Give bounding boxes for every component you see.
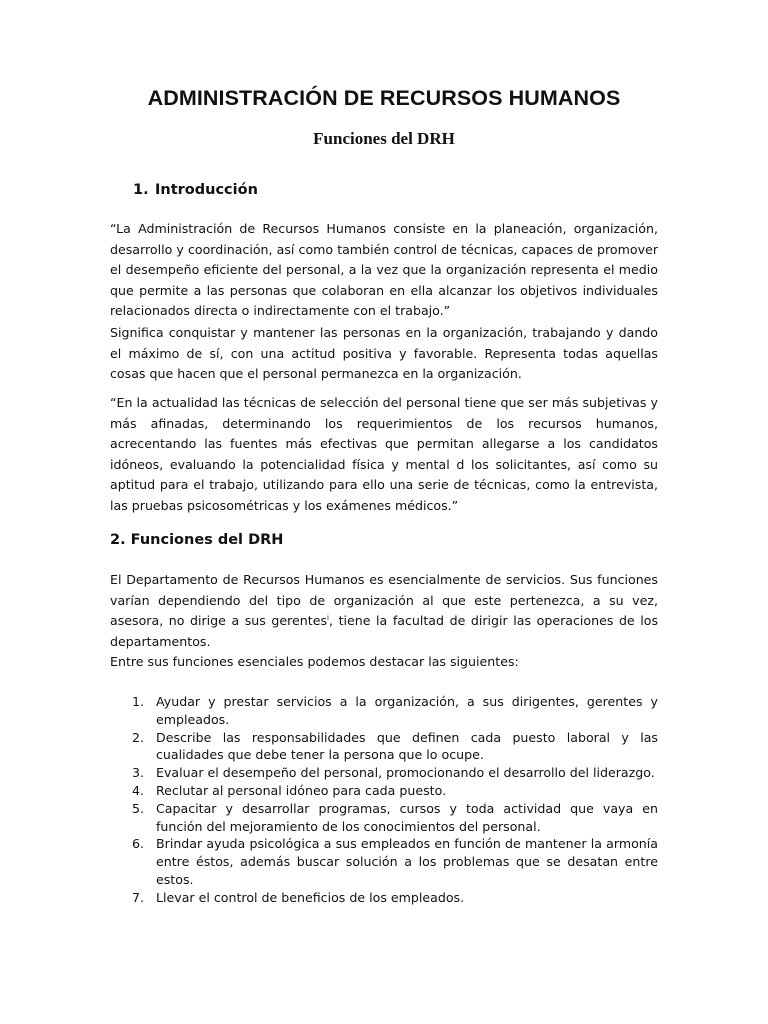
- section-1-paragraph-3: “En la actualidad las técnicas de selección del personal tiene que ser más subjetivas y más afinadas, determinando los requerimientos de los recursos humanos, acrecentando las fuentes más efectivas que permitan allegarse a los candidatos idóneos, evaluando la potencialidad física y mental d los solicitantes, así como su aptitud para el trabajo, utilizando para ello una serie de técnicas, como la entrevista, las pruebas psicosométricas y los exámenes médicos.”: [110, 395, 658, 513]
- section-1-paragraph-1: “La Administración de Recursos Humanos consiste en la planeación, organización, desarrollo y coordinación, así como también control de técnicas, capaces de promover el desempeño eficiente del personal, a la vez que la organización representa el medio que permite a las personas que colaboran en ella alcanzar los objetivos individuales relacionados directa o indirectamente con el trabajo.”: [110, 221, 658, 319]
- section-2-heading: 2. Funciones del DRH: [110, 532, 284, 548]
- section-1-title: Introducción: [155, 182, 258, 198]
- section-2-paragraph-1-start: El Departamento de Recursos Humanos es esencialmente de servicios. Sus funciones varían dependiendo del tipo de organización al que este pertenezca, a su vez, asesora, no dirige a sus gerentes: [110, 572, 658, 629]
- list-item-number: 2.: [132, 729, 145, 745]
- section-1-number: 1.: [133, 182, 149, 198]
- section-1-paragraph-2: Significa conquistar y mantener las personas en la organización, trabajando y dando el máximo de sí, con una actitud positiva y favorable. Representa todas aquellas cosas que hacen que el personal permanezca en la organización.: [110, 325, 658, 382]
- list-item-text: Llevar el control de beneficios de los empleados.: [156, 889, 465, 905]
- list-item: [110, 800, 658, 836]
- document-title: ADMINISTRACIÓN DE RECURSOS HUMANOS: [147, 86, 621, 110]
- list-item-number: 7.: [132, 889, 145, 905]
- list-item: [110, 764, 658, 782]
- functions-list: [110, 693, 658, 907]
- list-item: [110, 835, 658, 888]
- list-item: [110, 782, 658, 800]
- list-item-number: 5.: [132, 800, 145, 816]
- section-2-paragraph-2: Entre sus funciones esenciales podemos destacar las siguientes:: [110, 654, 519, 669]
- list-item-number: 3.: [132, 765, 145, 781]
- list-item: [110, 729, 658, 765]
- list-item-text: Describe las responsabilidades que definen cada puesto laboral y las cualidades que debe tener la persona que lo ocupe.: [156, 729, 658, 763]
- list-item-text: Reclutar al personal idóneo para cada puesto.: [156, 782, 447, 798]
- footnote-marker[interactable]: i: [327, 614, 329, 622]
- document-subtitle: Funciones del DRH: [313, 129, 455, 148]
- list-item-number: 1.: [132, 694, 145, 709]
- list-item-number: 4.: [132, 782, 145, 798]
- list-item-text: Capacitar y desarrollar programas, cursos y toda actividad que vaya en función del mejoramiento de los conocimientos del personal.: [156, 800, 658, 834]
- list-item-text: Evaluar el desempeño del personal, promocionando el desarrollo del liderazgo.: [156, 765, 655, 781]
- section-2-paragraph-1-end: , tiene la facultad de dirigir las operaciones de los departamentos.: [110, 613, 659, 649]
- section-1-heading: [133, 182, 258, 198]
- list-item: [110, 889, 658, 907]
- list-item-text: Brindar ayuda psicológica a sus empleados en función de mantener la armonía entre éstos, además buscar solución a los problemas que se desatan entre estos.: [156, 836, 658, 887]
- list-item-text: Ayudar y prestar servicios a la organización, a sus dirigentes, gerentes y empleados.: [156, 694, 658, 727]
- list-item: [110, 693, 658, 729]
- section-2-paragraph-1: [110, 570, 658, 652]
- list-item-number: 6.: [132, 836, 145, 852]
